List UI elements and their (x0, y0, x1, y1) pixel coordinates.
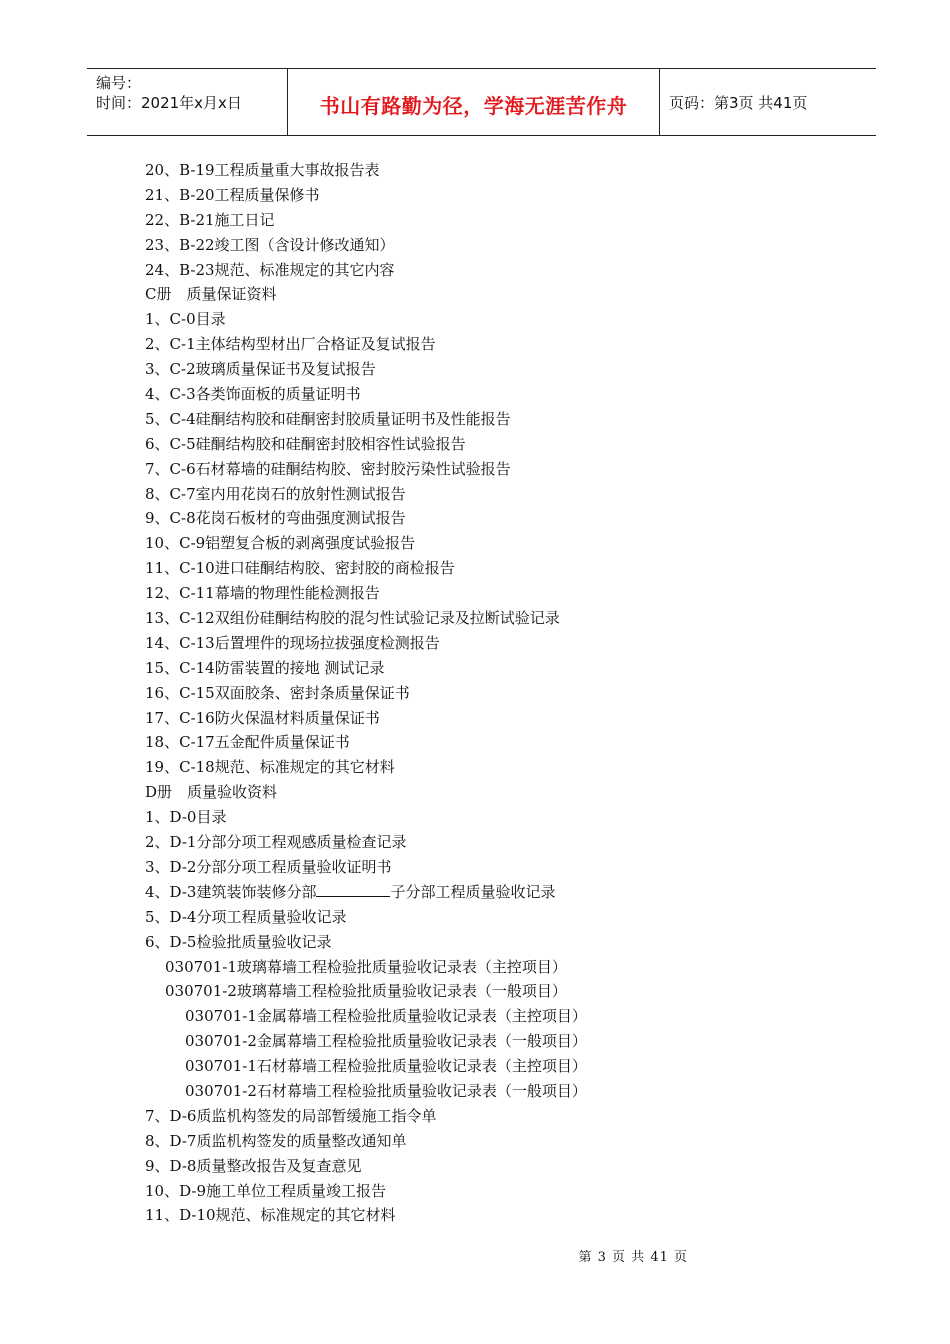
sub-list-item: 030701-2玻璃幕墙工程检验批质量验收记录表（一般项目） (165, 982, 567, 1001)
list-item: 18、C-17五金配件质量保证书 (145, 733, 350, 752)
sub-list-item: 030701-1金属幕墙工程检验批质量验收记录表（主控项目） (185, 1007, 587, 1026)
list-item: 10、C-9铝塑复合板的剥离强度试验报告 (145, 534, 416, 553)
list-item: 8、D-7质监机构签发的质量整改通知单 (145, 1131, 407, 1150)
time-label: 时间：2021年x月x日 (96, 94, 242, 112)
list-item: 5、C-4硅酮结构胶和硅酮密封胶质量证明书及性能报告 (145, 409, 511, 428)
list-item: 9、D-8质量整改报告及复查意见 (145, 1156, 362, 1175)
list-item: 6、C-5硅酮结构胶和硅酮密封胶相容性试验报告 (145, 434, 466, 453)
list-item: 10、D-9施工单位工程质量竣工报告 (145, 1181, 387, 1200)
fill-in-blank (316, 881, 390, 897)
list-item: 11、D-10规范、标准规定的其它材料 (145, 1206, 396, 1225)
list-item: 24、B-23规范、标准规定的其它内容 (145, 260, 395, 279)
list-item: 2、D-1分部分项工程观感质量检查记录 (145, 833, 407, 852)
list-item: 15、C-14防雷装置的接地 测试记录 (145, 658, 385, 677)
list-item: 14、C-13后置埋件的现场拉拔强度检测报告 (145, 633, 440, 652)
sub-list-item: 030701-2石材幕墙工程检验批质量验收记录表（一般项目） (185, 1081, 587, 1100)
list-item: 4、C-3各类饰面板的质量证明书 (145, 385, 361, 404)
header-page-label: 页码：第3页 共41页 (669, 93, 808, 112)
motto-text: 书山有路勤为径，学海无涯苦作舟 (319, 93, 628, 118)
list-item: 11、C-10进口硅酮结构胶、密封胶的商检报告 (145, 559, 455, 578)
page-header (87, 68, 876, 136)
list-item: 8、C-7室内用花岗石的放射性测试报告 (145, 484, 406, 503)
list-item: 1、C-0目录 (145, 310, 226, 329)
list-item: 2、C-1主体结构型材出厂合格证及复试报告 (145, 335, 436, 354)
list-item: 3、C-2玻璃质量保证书及复试报告 (145, 360, 376, 379)
list-item: 17、C-16防火保温材料质量保证书 (145, 708, 380, 727)
list-item: 7、C-6石材幕墙的硅酮结构胶、密封胶污染性试验报告 (145, 459, 511, 478)
list-item: 3、D-2分部分项工程质量验收证明书 (145, 857, 392, 876)
list-item: 16、C-15双面胶条、密封条质量保证书 (145, 683, 410, 702)
sub-list-item: 030701-2金属幕墙工程检验批质量验收记录表（一般项目） (185, 1032, 587, 1051)
list-item: 20、B-19工程质量重大事故报告表 (145, 161, 380, 179)
document-body (145, 158, 845, 1228)
list-item: 19、C-18规范、标准规定的其它材料 (145, 758, 395, 777)
list-item: 13、C-12双组份硅酮结构胶的混匀性试验记录及拉断试验记录 (145, 609, 560, 628)
list-item: 12、C-11幕墙的物理性能检测报告 (145, 584, 380, 603)
section-heading-c: C册 质量保证资料 (145, 285, 277, 304)
page-footer (0, 1246, 950, 1265)
sub-list-item: 030701-1玻璃幕墙工程检验批质量验收记录表（主控项目） (165, 957, 567, 976)
section-heading-d: D册 质量验收资料 (145, 783, 278, 802)
list-item: 22、B-21施工日记 (145, 210, 275, 229)
list-item: 7、D-6质监机构签发的局部暂缓施工指令单 (145, 1106, 437, 1125)
list-item: 5、D-4分项工程质量验收记录 (145, 907, 347, 926)
list-item: 6、D-5检验批质量验收记录 (145, 932, 332, 951)
list-item-d3 (145, 880, 845, 905)
d3-text-before: 4、D-3建筑装饰装修分部 (145, 882, 317, 901)
list-item: 21、B-20工程质量保修书 (145, 185, 320, 204)
header-middle-cell (287, 69, 660, 135)
header-left-cell (87, 69, 287, 135)
list-item: 9、C-8花岗石板材的弯曲强度测试报告 (145, 509, 406, 528)
footer-page-number: 第 3 页 共 41 页 (578, 1250, 688, 1265)
header-right-cell (660, 69, 876, 135)
d3-text-after: 子分部工程质量验收记录 (390, 882, 556, 901)
list-item: 23、B-22竣工图（含设计修改通知） (145, 235, 395, 254)
list-item: 1、D-0目录 (145, 808, 227, 827)
sub-list-item: 030701-1石材幕墙工程检验批质量验收记录表（主控项目） (185, 1057, 587, 1076)
number-label: 编号： (96, 74, 142, 92)
